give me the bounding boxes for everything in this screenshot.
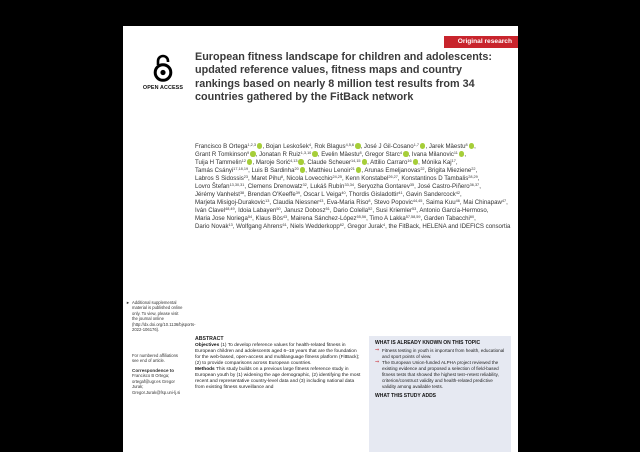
- orcid-icon[interactable]: [459, 151, 465, 157]
- author-affiliation-numbers: 13,30,31: [229, 183, 245, 188]
- author-name: Idoia Labayen: [238, 207, 277, 215]
- author-name: Ivana Milanovic: [411, 151, 454, 159]
- author-name: Francisco B Ortega: [195, 143, 248, 150]
- author-affiliation-numbers: 1,2,3: [247, 143, 256, 147]
- author-name: Jonatan R Ruiz: [259, 151, 301, 159]
- author-name: Timo A Lakka: [369, 215, 406, 223]
- author-list: Francisco B Ortega$^{1,2,3}$ , Bojan Leskošek$^4$, Rok Blagus$^{4,5,6}$ , José J Gil-Cosano$^{1,7}$ , Jarek Mäestu$^8$ , Grant R Tomkinson$^9$ , Jonatan R Ruiz$^{1,3,10}$ , Evelin Mäestu$^8$, Gregor Starc$^4$ , Ivana Milanovic$^{11}$ , Tuija H Tammelin$^{12}$ , Maroje Sorić$^{4,13}$ , Claude Scheuer$^{14,15}$ , Attilio Carraro$^{16}$ , Mónika Kaj$^{17}$, Tamás Csányi$^{17,18,19}$, Luis B Sardinha$^{20}$ , Matthieu Lenoir$^{21}$ , Arunas Emeljanovas$^{22}$, Brigita Mieziene$^{22}$, Labros S Sidossis$^{23}$, Maret Pihu$^8$, Nicola Lovecchio$^{24,25}$, Kenn Konstabel$^{26,27}$, Konstantinos D Tambalis$^{28,29}$, Lovro Štefan$^{13,30,31}$, Clemens Drenowatz$^{32}$, Lukáš Rubín$^{33,34}$, Seryozha Gontarev$^{35}$, José Castro-Piñero$^{36,37}$, Jérémy Vanhelst$^{38}$, Brendan O'Keeffe$^{39}$, Oscar L Veiga$^{40}$, Thordis Gisladottir$^{41}$, Gavin Sandercock$^{42}$, Marjeta Misigoj-Durakovic$^{13}$, Claudia Niessner$^{43}$, Eva-Maria Riso$^8$, Stevo Popovic$^{44,45}$, Saima Kuu$^{46}$, Mai Chinapaw$^{47}$, Iván Clavel$^{48,49}$, Idoia Labayen$^{50}$, Janusz Dobosz$^{51}$, Dario Colella$^{52}$, Susi Kriemler$^{53}$, Antonio García-Hermoso, Maria Jose Noriega$^{54}$, Klaus Bös$^{43}$, Mairena Sánchez-López$^{55,56}$, Timo A Lakka$^{57,58,59}$, Garden Tabacchi$^{60}$, Dario Novak$^{13}$, Wolfgang Ahrens$^{61}$, Niels Wedderkopp$^{62}$, Gregor Jurak$^4$, the FitBack, HELENA and IDEFICS consortia: [195, 143, 511, 231]
- author-affiliation-numbers: 4,5,6: [345, 143, 355, 147]
- author: [195, 183, 244, 190]
- author: [309, 167, 362, 174]
- author-name: Kenn Konstabel: [345, 175, 389, 183]
- author-affiliation-numbers: 1,7: [413, 143, 419, 147]
- orcid-icon[interactable]: [413, 159, 419, 165]
- author: [364, 143, 426, 150]
- author-name: José J Gil-Cosano: [363, 143, 414, 150]
- author-name: Claude Scheuer: [307, 159, 352, 167]
- author-name: Saima Kuu: [425, 199, 456, 207]
- author-name: Eva-Maria Riso: [326, 199, 369, 207]
- author-affiliation-numbers: 61: [282, 223, 287, 228]
- author-name: Bojan Leskošek: [265, 143, 309, 150]
- author: [422, 159, 456, 166]
- author: [251, 175, 283, 182]
- known-item: ⇒ The European Union-funded ALPHA project reviewed the existing evidence and proposed a selection of field-based fitness tests that showed the highest test–retest reliability, criterion/construct validity and health-related predictive validity among available tests.: [375, 360, 505, 390]
- author-affiliation-numbers: 54: [247, 215, 253, 220]
- author: [463, 199, 506, 206]
- author-name: Thordis Gisladottir: [348, 191, 399, 199]
- author: [273, 199, 324, 206]
- author-name: Oscar L Veiga: [303, 191, 342, 199]
- objectives-text: (1) To develop reference values for health-related fitness in European children and adolescents aged 6–18 years that are the foundation for the web-based, open-access and multilanguage fitness platform (FitBack); (2) to provide comparisons across European countries.: [195, 343, 360, 367]
- author-affiliation-numbers: 40: [341, 191, 346, 196]
- author-affiliation-numbers: 33,34: [344, 183, 354, 188]
- orcid-icon[interactable]: [362, 159, 368, 165]
- article-page: [123, 26, 518, 452]
- author-affiliation-numbers: 52: [368, 207, 373, 212]
- author-affiliation-numbers: 57,58,59: [405, 215, 421, 220]
- author-name: Susi Kriemler: [375, 207, 413, 215]
- author: [238, 207, 281, 214]
- author-name: Klaus Bös: [255, 215, 283, 223]
- author-affiliation-numbers: 35: [409, 183, 415, 188]
- author-name: Mai Chinapaw: [463, 199, 502, 207]
- correspondence: [132, 368, 184, 395]
- author-affiliation-numbers: 8: [368, 199, 371, 204]
- author: [376, 207, 416, 214]
- abstract: [195, 336, 363, 391]
- author-name: Arunas Emeljanovas: [364, 167, 421, 175]
- author: [333, 207, 372, 214]
- author-name: Garden Tabacchi: [423, 215, 470, 223]
- author: [429, 143, 474, 150]
- author-affiliation-numbers: 22: [471, 167, 476, 172]
- author-name: Tuija H Tammelin: [195, 159, 242, 167]
- author-name: Grant R Tomkinson: [195, 151, 248, 159]
- author-affiliation-numbers: 11: [453, 151, 458, 156]
- author: [406, 191, 460, 198]
- author-affiliation-numbers: 17: [451, 159, 456, 164]
- author-name: Dario Novak: [195, 223, 229, 231]
- author-name: Tamás Csányi: [195, 167, 234, 175]
- author: [418, 183, 480, 190]
- author-affiliation-numbers: 50: [276, 207, 281, 212]
- author: [195, 143, 262, 150]
- author: [314, 143, 360, 150]
- author: [428, 167, 476, 174]
- author: [370, 159, 418, 166]
- author-affiliation-numbers: 8: [359, 151, 362, 156]
- author-name: Antonio García-Hermoso: [419, 207, 487, 215]
- author-name: Claudia Niessner: [272, 199, 320, 207]
- open-access-block: [138, 54, 188, 91]
- author-affiliation-numbers: 53: [412, 207, 417, 212]
- author-affiliation-numbers: 16: [407, 159, 412, 164]
- author-affiliation-numbers: 8: [465, 143, 468, 147]
- author: [291, 215, 367, 222]
- author-name: Iván Clavel: [195, 207, 226, 215]
- orcid-icon[interactable]: [312, 151, 318, 157]
- author: [307, 159, 367, 166]
- supplemental-note: [126, 300, 196, 333]
- author: [388, 223, 510, 230]
- author: [365, 151, 409, 158]
- author-name: Clemens Drenowatz: [247, 183, 303, 191]
- orcid-icon[interactable]: [257, 143, 263, 149]
- author: [259, 151, 318, 158]
- author: [303, 191, 345, 198]
- author: [248, 183, 307, 190]
- author: [236, 223, 287, 230]
- author-affiliation-numbers: 21: [350, 167, 355, 172]
- author-affiliation-numbers: 14,15: [351, 159, 361, 164]
- author-name: Janusz Dobosz: [283, 207, 326, 215]
- known-item: ⇒ Fitness testing in youth is important from health, educational and sport points of view.: [375, 348, 505, 360]
- author: [290, 223, 344, 230]
- author: [327, 199, 371, 206]
- author-name: Dario Colella: [333, 207, 369, 215]
- author-affiliation-numbers: 4,13: [290, 159, 298, 164]
- author-affiliation-numbers: 28,29: [468, 175, 478, 180]
- author-name: Niels Wedderkopp: [290, 223, 340, 231]
- author: [255, 215, 287, 222]
- orcid-icon[interactable]: [420, 143, 426, 149]
- triangle-bullet-icon: ►: [126, 300, 130, 305]
- author-name: Attilio Carraro: [370, 159, 408, 167]
- author-affiliation-numbers: 17,18,19: [233, 167, 249, 172]
- author: [266, 143, 311, 150]
- correspondence-heading: Correspondence to: [132, 368, 175, 373]
- open-access-label: OPEN ACCESS: [142, 85, 184, 91]
- author-affiliation-numbers: 20: [294, 167, 299, 172]
- author-affiliation-numbers: 39: [295, 191, 300, 196]
- author: [310, 183, 354, 190]
- author-name: Seryozha Gontarev: [357, 183, 410, 191]
- author-affiliation-numbers: 43: [319, 199, 324, 204]
- author: [286, 175, 342, 182]
- author-name: Maroje Sorić: [255, 159, 291, 167]
- author-name: Maria Jose Noriega: [195, 215, 248, 223]
- author-name: Maret Pihu: [251, 175, 281, 183]
- abstract-objectives: [195, 343, 363, 367]
- author-name: Marjeta Misigoj-Durakovic: [195, 199, 266, 207]
- author-name: Lovro Štefan: [195, 183, 230, 191]
- author: [195, 159, 252, 166]
- author: [195, 223, 233, 230]
- author-affiliation-numbers: 38: [239, 191, 245, 196]
- author-affiliation-numbers: 4: [308, 143, 311, 147]
- author: [248, 191, 300, 198]
- author: [347, 223, 385, 230]
- author-name: Labros S Sidossis: [195, 175, 244, 183]
- author-affiliation-numbers: 60: [469, 215, 475, 220]
- author-name: Jarek Mäestu: [428, 143, 466, 150]
- author-name: Mónika Kaj: [421, 159, 452, 167]
- objectives-label: Objectives: [195, 343, 220, 349]
- author-name: Lukáš Rubín: [310, 183, 345, 191]
- author-name: Stevo Popovic: [373, 199, 413, 207]
- methods-text: This study builds on a previous large fitness reference study in European youth by (1) widening the age demographic, (2) identifying the most recent and representative country-level data and (3) including national data from existing fitness surveillance and: [195, 367, 361, 391]
- author: [195, 215, 252, 222]
- author: [345, 175, 398, 182]
- author: [349, 191, 403, 198]
- author: [195, 191, 244, 198]
- author-affiliation-numbers: 51: [325, 207, 330, 212]
- orcid-icon[interactable]: [403, 151, 409, 157]
- author: [419, 207, 486, 214]
- author-name: Mairena Sánchez-López: [290, 215, 357, 223]
- author-affiliation-numbers: 36,37: [469, 183, 480, 188]
- author: [412, 151, 464, 158]
- author: [195, 199, 269, 206]
- author-name: Gavin Sandercock: [406, 191, 456, 199]
- author-name: the FitBack, HELENA and IDEFICS consortia: [388, 223, 511, 231]
- author-affiliation-numbers: 4: [399, 151, 402, 156]
- author-name: Luis B Sardinha: [251, 167, 295, 175]
- known-list: [375, 348, 505, 390]
- supplemental-text: Additional supplemental material is published online only. To view, please visit the journal online (http://dx.doi.org/10.1136/bjsports-2022-106176).: [132, 300, 196, 333]
- author-affiliation-numbers: 12: [241, 159, 246, 164]
- author: [195, 207, 235, 214]
- author-affiliation-numbers: 23: [243, 175, 249, 180]
- correspondence-body: Francisco B Ortega; ortegaf@ugr.es Gregor Jurak; Gregor.Jurak@fsp.uni-lj.si: [132, 373, 181, 395]
- author-affiliation-numbers: 43: [282, 215, 288, 220]
- article-type-badge: Original research: [444, 36, 518, 48]
- author-affiliation-numbers: 32: [302, 183, 307, 188]
- orcid-icon[interactable]: [250, 151, 256, 157]
- methods-label: Methods: [195, 367, 215, 373]
- author-name: Rok Blagus: [314, 143, 346, 150]
- known-heading: WHAT IS ALREADY KNOWN ON THIS TOPIC: [375, 340, 481, 346]
- author-name: Brendan O'Keeffe: [247, 191, 296, 199]
- author-name: Konstantinos D Tambalis: [401, 175, 469, 183]
- abstract-heading: ABSTRACT: [195, 336, 224, 342]
- author-affiliation-numbers: 9: [247, 151, 250, 156]
- author-name: Gregor Starc: [364, 151, 400, 159]
- author-affiliation-numbers: 55,56: [356, 215, 367, 220]
- key-messages-box: [369, 336, 511, 452]
- orcid-icon[interactable]: [355, 143, 361, 149]
- orcid-icon[interactable]: [247, 159, 253, 165]
- author: [364, 167, 424, 174]
- author: [357, 183, 414, 190]
- author: [401, 175, 477, 182]
- author: [195, 151, 256, 158]
- author-name: Jérémy Vanhelst: [195, 191, 240, 199]
- adds-heading: WHAT THIS STUDY ADDS: [375, 392, 437, 399]
- author: [374, 199, 422, 206]
- author: [251, 167, 305, 174]
- author-name: Nicola Lovecchio: [286, 175, 333, 183]
- author: [195, 167, 248, 174]
- author-affiliation-numbers: 62: [339, 223, 345, 228]
- author-affiliation-numbers: 1,3,10: [300, 151, 312, 156]
- author-name: Wolfgang Ahrens: [236, 223, 283, 231]
- author-affiliation-numbers: 42: [455, 191, 461, 196]
- orcid-icon[interactable]: [298, 159, 304, 165]
- author-name: José Castro-Piñero: [417, 183, 470, 191]
- author-affiliation-numbers: 8: [280, 175, 283, 180]
- author-affiliation-numbers: 13: [228, 223, 233, 228]
- author: [256, 159, 304, 166]
- orcid-icon[interactable]: [356, 167, 362, 173]
- author-affiliation-numbers: 44,45: [412, 199, 423, 204]
- author-name: Matthieu Lenoir: [308, 167, 351, 175]
- author: [369, 215, 420, 222]
- author-affiliation-numbers: 13: [265, 199, 270, 204]
- article-title: European fitness landscape for children and adolescents: updated reference values, fitness maps and country rankings based on nearly 8 million test results from 34 countries gathered by the FitBack network: [195, 51, 492, 104]
- author-affiliation-numbers: 4: [382, 223, 386, 228]
- author: [195, 175, 248, 182]
- author: [426, 199, 460, 206]
- author-affiliation-numbers: 24,25: [332, 175, 342, 180]
- orcid-icon[interactable]: [469, 143, 475, 149]
- author-name: Gregor Jurak: [347, 223, 383, 231]
- author-name: Evelin Mäestu: [321, 151, 360, 159]
- author: [321, 151, 361, 158]
- orcid-icon[interactable]: [300, 167, 306, 173]
- author-affiliation-numbers: 22: [420, 167, 425, 172]
- author: [424, 215, 474, 222]
- author: [284, 207, 330, 214]
- author-affiliation-numbers: 26,27: [388, 175, 398, 180]
- author-affiliation-numbers: 46: [455, 199, 460, 204]
- author-name: Brigita Mieziene: [427, 167, 472, 175]
- author-affiliation-numbers: 48,49: [225, 207, 235, 212]
- author-affiliation-numbers: 41: [398, 191, 403, 196]
- open-access-lock-icon: [152, 54, 174, 82]
- author-affiliation-numbers: 47: [501, 199, 507, 204]
- affiliations-note: For numbered affiliations see end of article.: [132, 353, 179, 364]
- abstract-methods: [195, 367, 363, 391]
